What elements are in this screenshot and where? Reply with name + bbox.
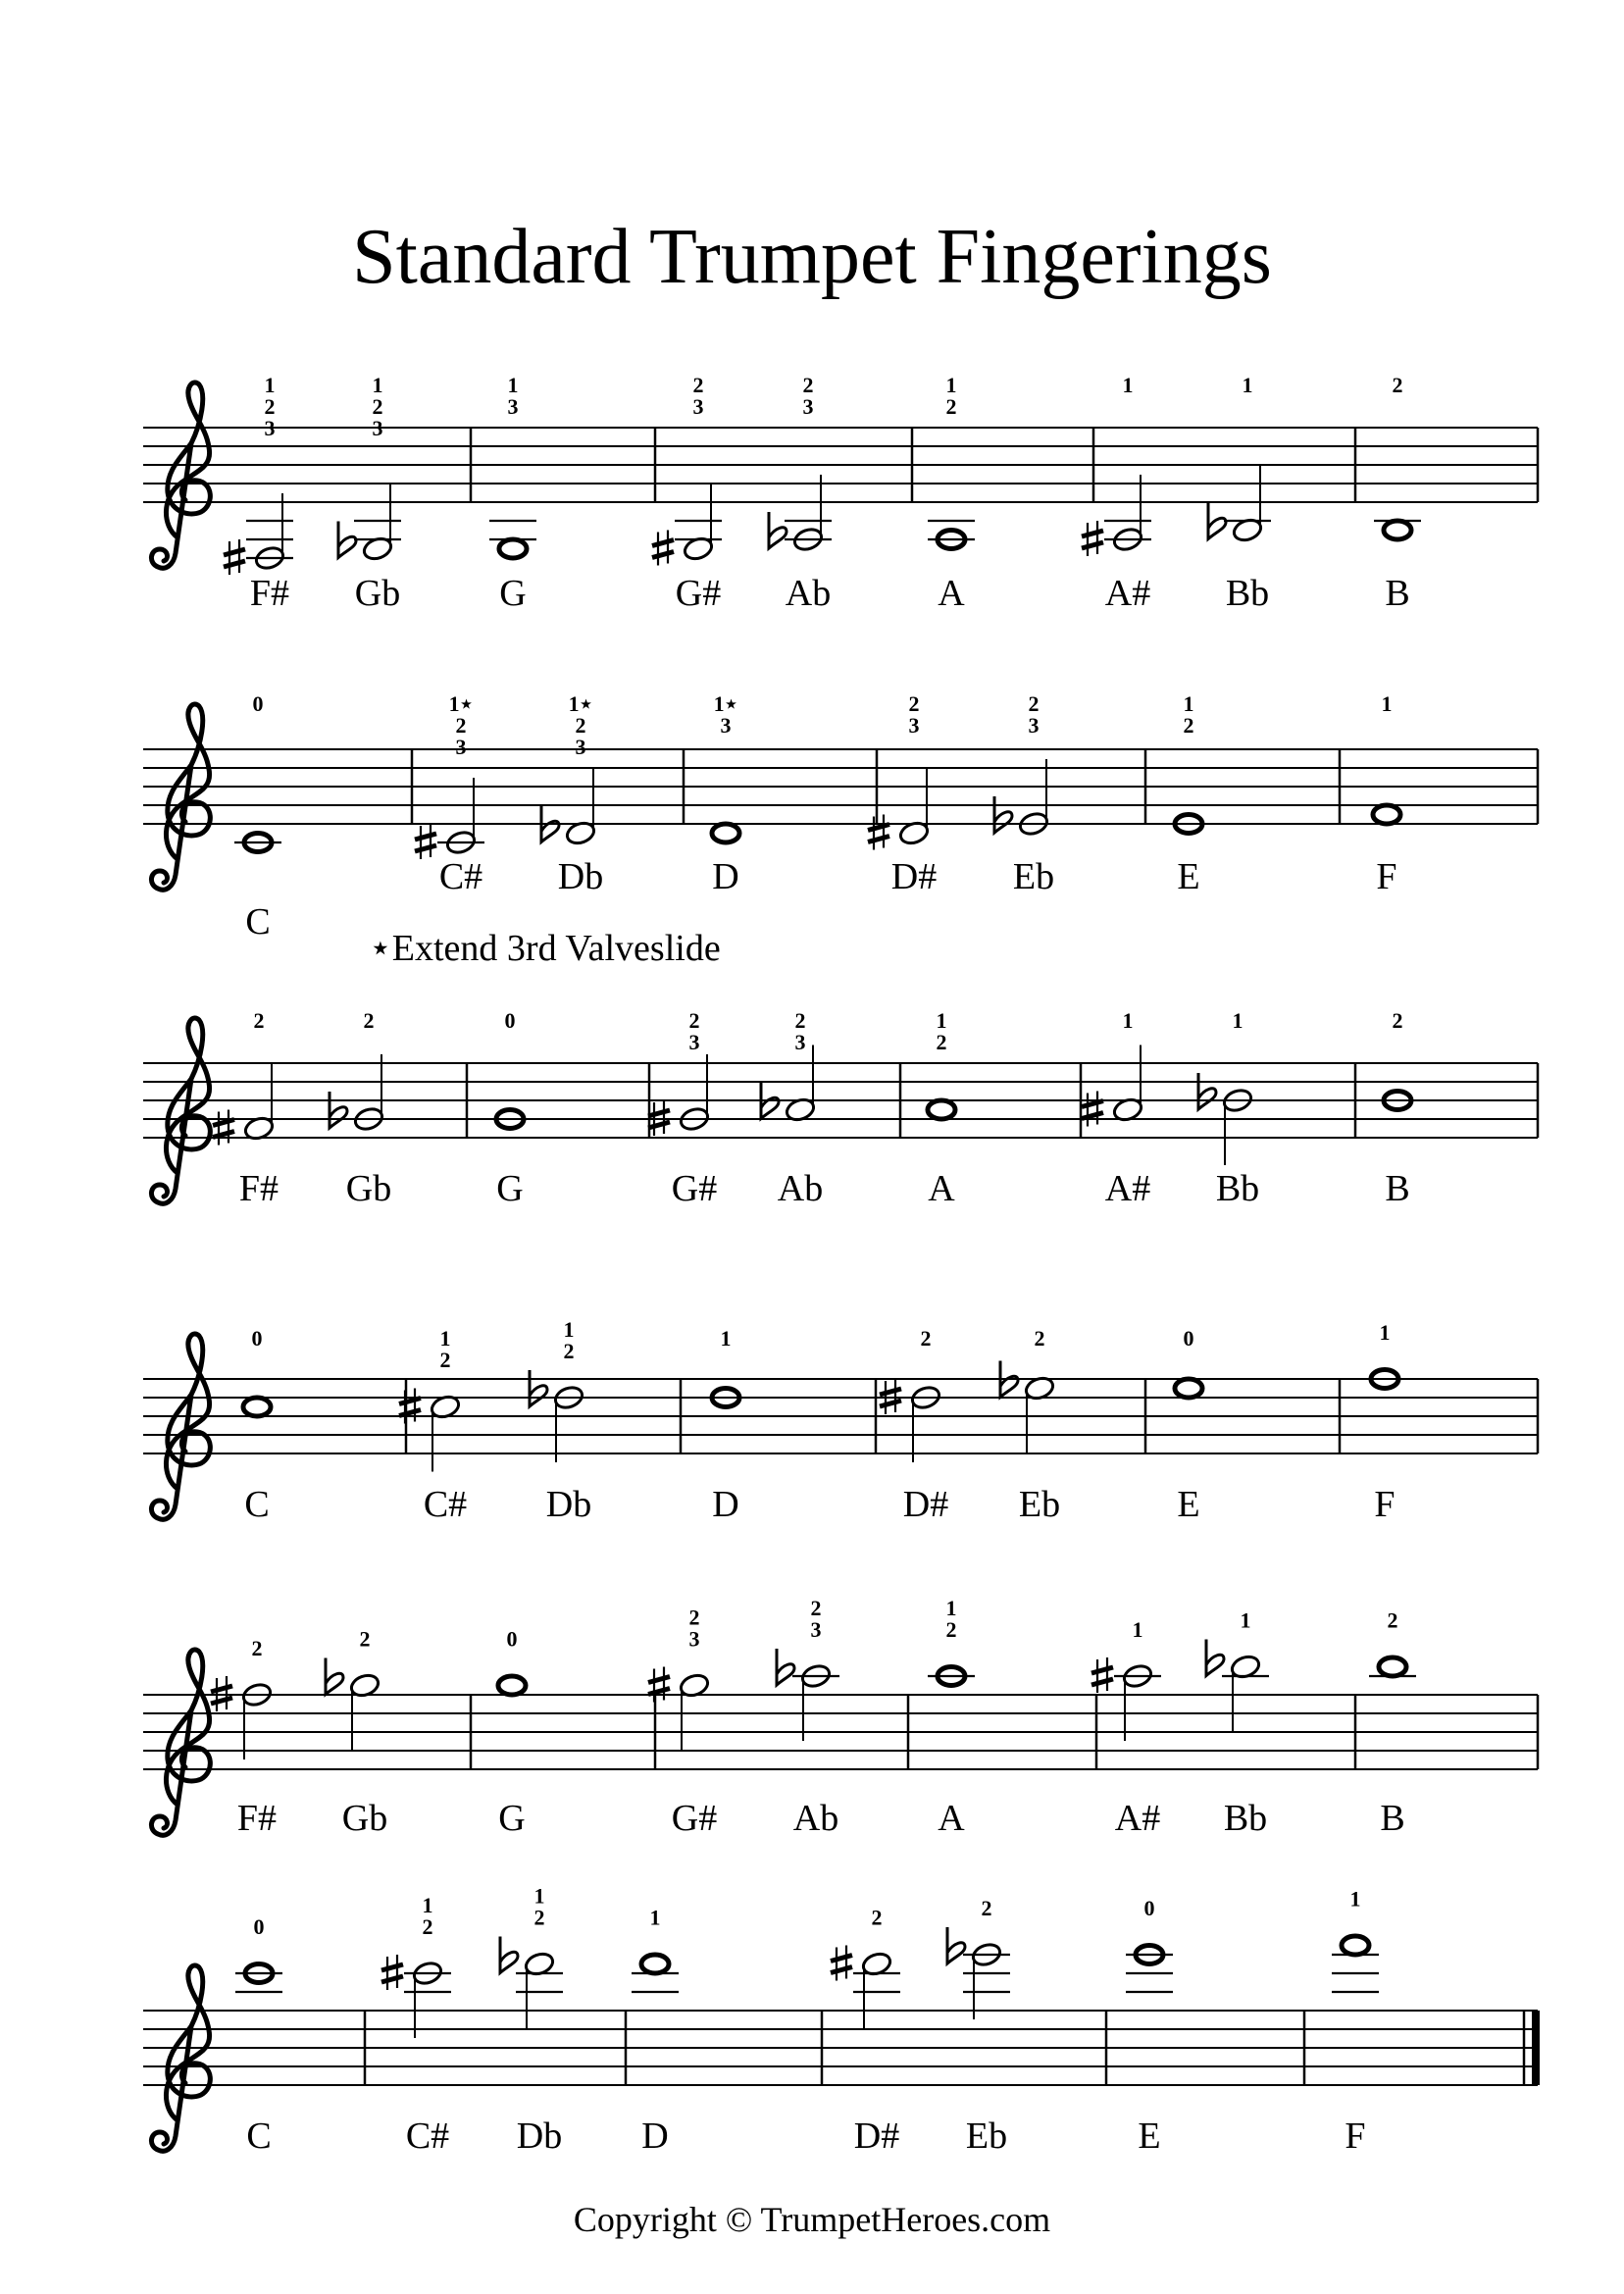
notehead: [243, 1398, 271, 1416]
fingering-number: 3: [688, 1626, 700, 1652]
fingering-number: 3: [264, 416, 276, 440]
sharp-icon: [1091, 1657, 1113, 1693]
fingering-number: 0: [506, 1626, 518, 1652]
note-name-label: Ab: [785, 573, 832, 614]
note-name-label: Gb: [341, 1798, 388, 1839]
flat-icon: [500, 1937, 518, 1973]
fingering-number: 2: [692, 373, 704, 397]
flat-icon: [947, 1927, 965, 1963]
note-name-label: G#: [671, 1798, 718, 1839]
treble-clef-icon: [151, 382, 210, 568]
notehead: [1175, 1379, 1202, 1398]
fingering-number: 1: [1242, 373, 1253, 397]
sharp-icon: [648, 1667, 670, 1703]
treble-clef-icon: [151, 704, 210, 890]
note-name-label: A: [928, 1168, 955, 1209]
note-name-label: Ab: [792, 1798, 839, 1839]
fingering-number: 1: [1232, 1008, 1243, 1033]
fingering-number: 1: [649, 1905, 661, 1930]
fingering-number: 1: [1122, 373, 1134, 397]
fingering-number: 1: [1349, 1886, 1361, 1912]
note-name-label: F: [1376, 856, 1397, 897]
note-name-label: Eb: [1012, 856, 1055, 897]
fingering-number: 3: [372, 416, 383, 440]
note-name-label: C: [244, 1484, 270, 1525]
fingering-number: 1: [507, 373, 519, 397]
fingering-number: 1⋆: [713, 691, 738, 716]
note-name-label: B: [1380, 1798, 1405, 1839]
note-name-label: C#: [405, 2116, 450, 2157]
fingering-number: 1: [1240, 1607, 1251, 1633]
fingering-number: 2: [802, 373, 814, 397]
note-name-label: A: [938, 573, 965, 614]
flat-icon: [769, 512, 787, 548]
fingering-number: 1: [439, 1326, 451, 1351]
fingering-number: 3: [802, 394, 814, 419]
fingering-number: 2: [688, 1605, 700, 1630]
fingering-number: 2: [945, 1617, 957, 1642]
page-title: Standard Trumpet Fingerings: [352, 214, 1272, 300]
footnote: ⋆Extend 3rd Valveslide: [369, 928, 721, 969]
flat-icon: [1206, 1640, 1224, 1676]
fingering-number: 2: [1387, 1607, 1398, 1633]
sharp-icon: [399, 1389, 421, 1424]
fingering-number: 2: [945, 394, 957, 419]
note-name-label: Db: [557, 856, 604, 897]
note-name-label: B: [1385, 1168, 1410, 1209]
note-name-label: C#: [423, 1484, 468, 1525]
flat-icon: [338, 522, 356, 558]
fingering-number: 2: [688, 1008, 700, 1033]
note-name-label: A#: [1104, 1168, 1151, 1209]
sharp-icon: [224, 539, 245, 575]
fingering-number: 2: [920, 1326, 932, 1351]
copyright: Copyright © TrumpetHeroes.com: [573, 2200, 1051, 2239]
note-name-label: A#: [1114, 1798, 1161, 1839]
fingering-number: 1: [720, 1326, 732, 1351]
fingering-number: 3: [810, 1617, 822, 1642]
note-name-label: C: [245, 901, 271, 943]
fingering-number: 3: [455, 735, 467, 759]
flat-icon: [326, 1658, 343, 1695]
flat-icon: [1208, 503, 1226, 539]
fingering-number: 0: [251, 1326, 263, 1351]
fingering-number: 1: [945, 373, 957, 397]
sharp-icon: [831, 1946, 852, 1981]
notehead: [712, 824, 739, 842]
fingering-number: 0: [504, 1008, 516, 1033]
fingering-number: 2: [908, 691, 920, 716]
fingering-number: 1: [372, 373, 383, 397]
sharp-icon: [213, 1110, 234, 1146]
fingering-number: 2: [372, 394, 383, 419]
fingering-number: 2: [871, 1905, 883, 1930]
fingering-number: 1: [1183, 691, 1194, 716]
fingering-number: 2: [810, 1596, 822, 1620]
note-name-label: Bb: [1225, 573, 1270, 614]
fingering-number: 1: [1132, 1617, 1143, 1642]
treble-clef-icon: [151, 1018, 210, 1203]
fingering-number: 1⋆: [568, 691, 593, 716]
fingering-number: 2: [422, 1914, 433, 1939]
fingering-number: 1: [533, 1883, 545, 1909]
note-name-label: A: [938, 1798, 965, 1839]
fingering-number: 2: [439, 1348, 451, 1372]
treble-clef-icon: [151, 1334, 210, 1519]
note-name-label: D#: [902, 1484, 949, 1525]
flat-icon: [777, 1649, 794, 1685]
fingering-number: 3: [507, 394, 519, 419]
fingering-number: 0: [252, 691, 264, 716]
treble-clef-icon: [151, 1965, 210, 2151]
fingering-number: 3: [720, 713, 732, 738]
flat-icon: [994, 796, 1012, 833]
note-name-label: F#: [236, 1798, 278, 1839]
sharp-icon: [868, 815, 889, 850]
fingering-number: 2: [981, 1896, 992, 1920]
fingering-number: 3: [575, 735, 586, 759]
fingering-number: 2: [794, 1008, 806, 1033]
notehead: [1342, 1936, 1369, 1955]
sharp-icon: [1082, 1092, 1103, 1127]
treble-clef-icon: [151, 1650, 210, 1835]
fingering-number: 2: [359, 1626, 371, 1652]
fingering-number: 1: [945, 1596, 957, 1620]
note-name-label: F: [1345, 2116, 1366, 2157]
fingering-number: 0: [253, 1914, 265, 1939]
fingering-number: 1: [1122, 1008, 1134, 1033]
fingering-number: 1: [1379, 1320, 1391, 1345]
note-name-label: Gb: [354, 573, 401, 614]
sharp-icon: [381, 1955, 403, 1990]
note-name-label: D: [641, 2116, 669, 2157]
fingering-number: 3: [908, 713, 920, 738]
notehead: [1384, 521, 1411, 539]
fingering-number: 2: [264, 394, 276, 419]
fingering-number: 1: [264, 373, 276, 397]
fingering-number: 2: [1034, 1326, 1045, 1351]
fingering-number: 1: [936, 1008, 947, 1033]
fingering-number: 3: [794, 1030, 806, 1054]
note-name-label: E: [1177, 1484, 1200, 1525]
fingering-number: 2: [533, 1905, 545, 1930]
fingering-number: 2: [455, 713, 467, 738]
fingering-number: 2: [1392, 373, 1403, 397]
notehead: [1379, 1657, 1406, 1676]
fingering-number: 0: [1183, 1326, 1194, 1351]
note-name-label: Ab: [777, 1168, 824, 1209]
note-name-label: E: [1177, 856, 1200, 897]
fingering-number: 2: [1392, 1008, 1403, 1033]
note-name-label: B: [1385, 573, 1410, 614]
notehead: [641, 1955, 669, 1973]
flat-icon: [530, 1370, 547, 1406]
fingering-number: 3: [688, 1030, 700, 1054]
flat-icon: [1198, 1073, 1216, 1109]
fingering-number: 2: [936, 1030, 947, 1054]
note-name-label: Eb: [965, 2116, 1008, 2157]
fingering-number: 0: [1143, 1896, 1155, 1920]
fingering-number: 2: [251, 1636, 263, 1660]
fingering-number: 2: [563, 1339, 575, 1363]
note-name-label: F#: [238, 1168, 279, 1209]
fingering-number: 3: [1028, 713, 1040, 738]
note-name-label: Bb: [1215, 1168, 1260, 1209]
sharp-icon: [1082, 521, 1103, 556]
sharp-icon: [415, 824, 436, 859]
notehead: [499, 539, 527, 558]
fingering-number: 1: [563, 1317, 575, 1342]
note-name-label: F: [1374, 1484, 1396, 1525]
note-name-label: G: [499, 573, 527, 614]
fingering-number: 3: [692, 394, 704, 419]
fingering-number: 1: [1381, 691, 1393, 716]
fingering-number: 2: [575, 713, 586, 738]
fingering-number: 2: [363, 1008, 375, 1033]
note-name-label: E: [1138, 2116, 1161, 2157]
notehead: [1373, 805, 1400, 824]
note-name-label: C#: [438, 856, 483, 897]
flat-icon: [330, 1092, 347, 1128]
note-name-label: G#: [675, 573, 722, 614]
note-name-label: Gb: [345, 1168, 392, 1209]
note-name-label: Db: [545, 1484, 592, 1525]
fingering-number: 2: [1183, 713, 1194, 738]
notehead: [498, 1676, 526, 1695]
fingering-number: 1⋆: [448, 691, 474, 716]
fingering-number: 2: [1028, 691, 1040, 716]
fingering-number: 2: [253, 1008, 265, 1033]
note-name-label: D#: [890, 856, 938, 897]
note-name-label: Db: [516, 2116, 563, 2157]
note-name-label: G: [496, 1168, 524, 1209]
sharp-icon: [652, 531, 674, 566]
note-name-label: A#: [1104, 573, 1151, 614]
note-name-label: F#: [249, 573, 290, 614]
note-name-label: D: [712, 856, 739, 897]
note-name-label: D#: [853, 2116, 900, 2157]
note-name-label: D: [712, 1484, 739, 1525]
note-name-label: C: [246, 2116, 272, 2157]
note-name-label: G: [498, 1798, 526, 1839]
note-name-label: Eb: [1018, 1484, 1061, 1525]
notehead: [928, 1100, 955, 1119]
note-name-label: Bb: [1223, 1798, 1268, 1839]
note-name-label: G#: [671, 1168, 718, 1209]
fingering-number: 1: [422, 1893, 433, 1917]
final-barline-thick: [1532, 2011, 1540, 2085]
